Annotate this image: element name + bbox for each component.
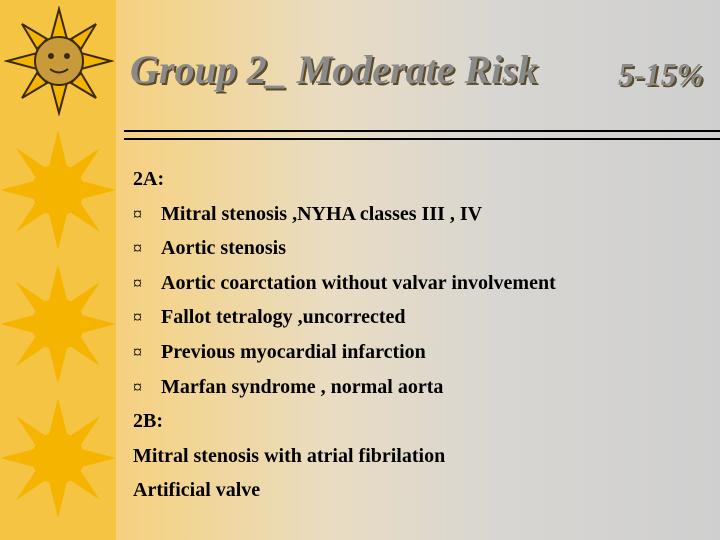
slide-title: Group 2_ Moderate Risk [130, 47, 538, 92]
list-item: ¤ Previous myocardial infarction [133, 335, 556, 370]
list-item: ¤ Aortic stenosis [133, 231, 556, 266]
list-item: ¤ Marfan syndrome , normal aorta [133, 370, 556, 405]
bullet-star-icon: ¤ [133, 341, 142, 362]
list-item: ¤ Fallot tetralogy ,uncorrected [133, 300, 556, 335]
bullet-star-icon: ¤ [133, 307, 142, 328]
sun-icon [0, 128, 116, 252]
bullet-star-icon: ¤ [133, 238, 142, 259]
section-b-line: Artificial valve [133, 479, 261, 502]
sun-icon [0, 396, 116, 520]
bullet-star-icon: ¤ [133, 376, 142, 397]
list-item: ¤ Mitral stenosis ,NYHA classes III , IV [133, 197, 556, 232]
decorative-strip [0, 0, 116, 540]
title-underline [124, 128, 720, 142]
section-a-heading: 2A: [133, 168, 165, 190]
section-b-line: Mitral stenosis with atrial fibrilation [133, 444, 446, 467]
list-item: ¤ Aortic coarctation without valvar involvement [133, 266, 556, 301]
sun-face-icon [4, 6, 114, 116]
bullet-star-icon: ¤ [133, 272, 142, 293]
slide-body [133, 162, 556, 508]
risk-percentage: 5-15% [618, 56, 704, 92]
section-b-heading: 2B: [133, 410, 163, 433]
sun-icon [0, 262, 116, 386]
bullet-star-icon: ¤ [133, 203, 142, 224]
